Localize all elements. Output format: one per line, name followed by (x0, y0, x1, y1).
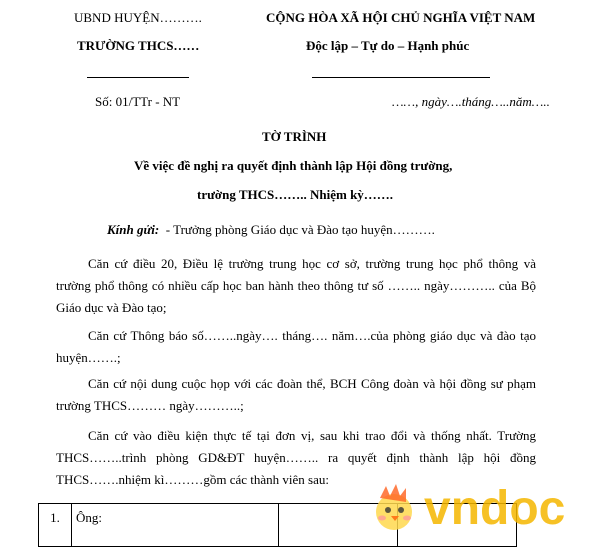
left-underline (87, 77, 189, 78)
recipient-line (107, 222, 435, 238)
document-subtitle-line1: Về việc đề nghị ra quyết định thành lập Hội đồng trường, (134, 158, 453, 173)
row-number: 1. (39, 504, 72, 547)
member-name-cell (114, 504, 279, 547)
date-line: ……, ngày….tháng…..năm….. (392, 94, 550, 109)
document-title: TỜ TRÌNH (262, 129, 327, 144)
right-underline (312, 77, 490, 78)
paragraph-text: Căn cứ vào điều kiện thực tế tại đơn vị, sau khi trao đổi và thống nhất. Trường THCS……..trình phòng GD&ĐT huyện…….. ra quyết định thành lập hội đồng THCS…….nhiệm kì………gồm các thành viên sau: (56, 428, 536, 487)
paragraph-text: Căn cứ nội dung cuộc họp với các đoàn thể, BCH Công đoàn và hội đồng sư phạm trường THCS……… ngày………..; (56, 376, 536, 413)
school-name: TRƯỜNG THCS…… (77, 38, 200, 53)
paragraph-text: Căn cứ Thông báo số……..ngày…. tháng…. năm….của phòng giáo dục và đào tạo huyện…….; (56, 328, 536, 365)
document-subtitle-line2: trường THCS…….. Nhiệm kỳ……. (197, 187, 394, 202)
agency-name: UBND HUYỆN………. (74, 10, 202, 25)
mascot-icon (376, 484, 412, 530)
paragraph-text: Căn cứ điều 20, Điều lệ trường trung học cơ sở, trường trung học phổ thông và trường phổ thông có nhiều cấp học ban hành theo thông tư số …….. ngày……….. của Bộ Giáo dục và Đào tạo; (56, 256, 536, 315)
recipient-label: Kính gửi: (107, 222, 160, 237)
paragraph-2 (56, 325, 536, 369)
vndoc-logo-icon (362, 472, 592, 535)
document-number: Số: 01/TTr - NT (95, 94, 181, 109)
national-motto: Độc lập – Tự do – Hạnh phúc (306, 38, 470, 53)
recipient-value: - Trưởng phòng Giáo dục và Đào tạo huyện………. (165, 222, 435, 237)
paragraph-3 (56, 373, 536, 417)
paragraph-1 (56, 253, 536, 319)
member-label: Ông: (72, 504, 115, 547)
watermark-text: vndoc (424, 482, 566, 535)
national-title: CỘNG HÒA XÃ HỘI CHỦ NGHĨA VIỆT NAM (266, 10, 536, 25)
